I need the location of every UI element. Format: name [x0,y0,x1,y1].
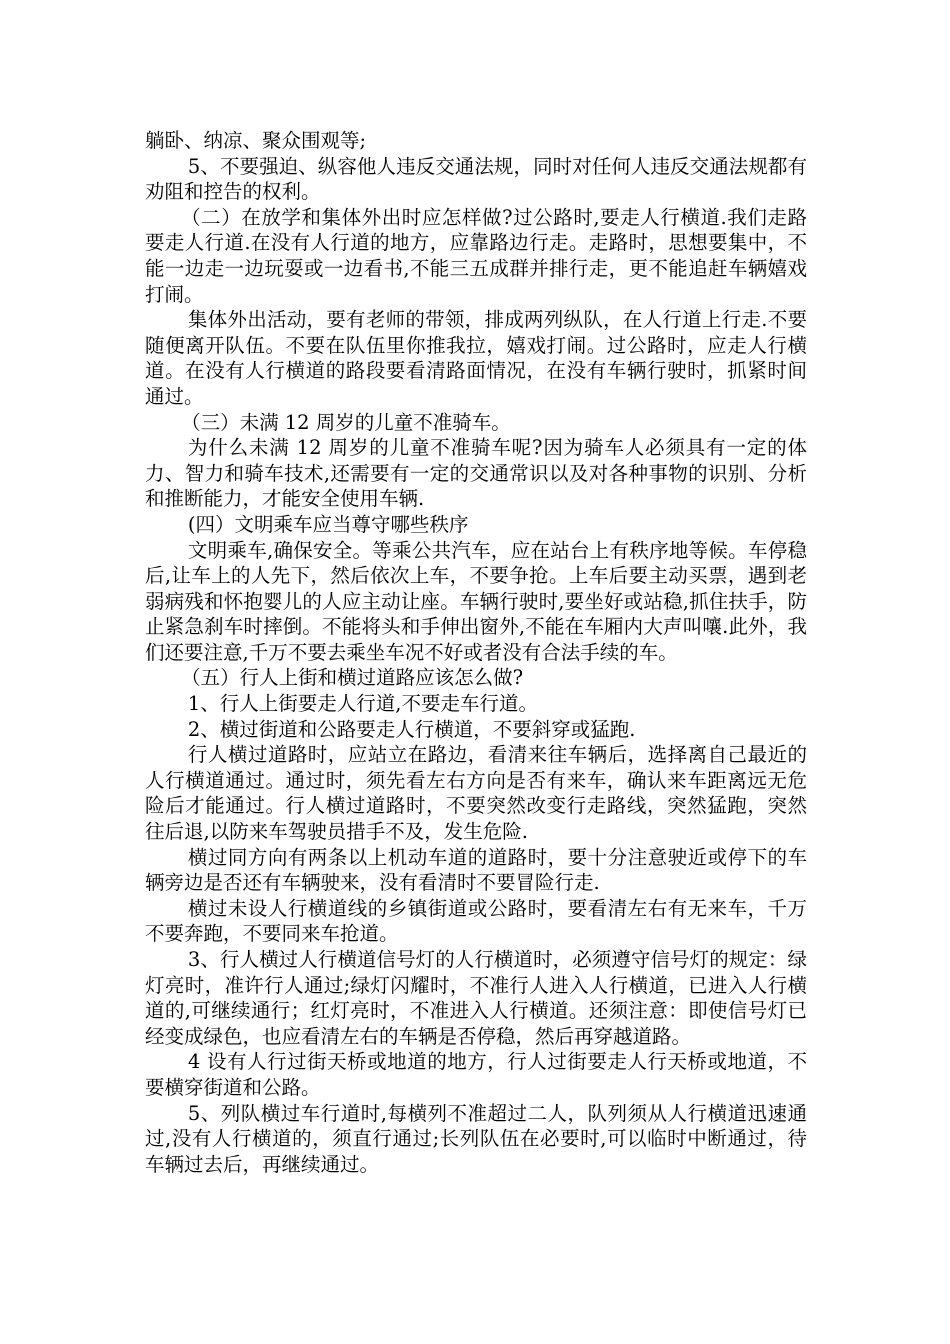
paragraph-pedestrian-rule-4: 4 设有人行过街天桥或地道的地方，行人过街要走人行天桥或地道，不要横穿街道和公路。 [145,1050,807,1099]
document-body [145,128,807,1177]
paragraph-pedestrian-rule-5: 5、列队横过车行道时,每横列不准超过二人，队列须从人行横道迅速通过,没有人行横道的，须直行通过;长列队伍在必要时,可以临时中断通过，待车辆过去后，再继续通过。 [145,1101,807,1176]
paragraph-no-crosswalk: 横过未设人行横道线的乡镇街道或公路时，要看清左右有无来车，千万不要奔跑，不要同来车抢道。 [145,896,807,946]
section-heading-3: （三）未满 12 周岁的儿童不准骑车。 [181,410,511,434]
paragraph-multi-lane: 横过同方向有两条以上机动车道的道路时，要十分注意驶近或停下的车辆旁边是否还有车辆驶来，没有看清时不要冒险行走. [145,845,807,895]
paragraph-no-cycling: 为什么未满 12 周岁的儿童不准骑车呢?因为骑车人必须具有一定的体力、智力和骑车技术,还需要有一定的交通常识以及对各种事物的识别、分析和推断能力，才能安全使用车辆. [145,436,807,511]
paragraph-section-2: （二）在放学和集体外出时应怎样做?过公路时,要走人行横道.我们走路要走人行道.在没有人行道的地方，应靠路边行走。走路时，思想要集中，不能一边走一边玩耍或一边看书,不能三五成群并排行走，更不能追赶车辆嬉戏打闹。 [145,205,807,306]
section-heading-5: （五）行人上街和横过道路应该怎么做? [181,666,524,690]
paragraph-pedestrian-rule-2: 2、横过街道和公路要走人行横道，不要斜穿或猛跑. [187,717,636,741]
paragraph-riding-bus: 文明乘车,确保安全。等乘公共汽车，应在站台上有秩序地等候。车停稳后,让车上的人先下，然后依次上车，不要争抢。上车后要主动买票，遇到老弱病残和怀抱婴儿的人应主动让座。车辆行驶时,要坐好或站稳,抓住扶手，防止紧急刹车时摔倒。不能将头和手伸出窗外,不能在车厢内大声叫嚷.此外，我们还要注意,千万不要去乘坐车况不好或者没有合法手续的车。 [145,538,807,664]
paragraph-group-outing: 集体外出活动，要有老师的带领，排成两列纵队，在人行道上行走.不要随便离开队伍。不要在队伍里你推我拉，嬉戏打闹。过公路时，应走人行横道。在没有人行横道的路段要看清路面情况，在没有车辆行驶时，抓紧时间通过。 [145,308,807,408]
paragraph-rule-5: 5、不要强迫、纵容他人违反交通法规，同时对任何人违反交通法规都有劝阻和控告的权利。 [145,154,807,204]
paragraph-continuation: 躺卧、纳凉、聚众围观等; [145,129,367,152]
section-heading-4: (四）文明乘车应当尊守哪些秩序 [187,512,469,536]
paragraph-pedestrian-rule-3: 3、行人横过人行横道信号灯的人行横道时，必须遵守信号灯的规定：绿灯亮时，准许行人通过;绿灯闪耀时，不准行人进入人行横道，已进入人行横道的,可继续通行；红灯亮时，不准进入人行横道。还须注意：即使信号灯已经变成绿色，也应看清左右的车辆是否停稳，然后再穿越道路。 [145,948,807,1048]
paragraph-pedestrian-rule-1: 1、行人上街要走人行道,不要走车行道。 [187,692,538,716]
paragraph-crossing-road: 行人横过道路时，应站立在路边，看清来往车辆后，选择离自己最近的人行横道通过。通过时，须先看左右方向是否有来车，确认来车距离远无危险后才能通过。行人横过道路时，不要突然改变行走路线，突然猛跑，突然往后退,以防来车驾驶员措手不及，发生危险. [145,743,807,844]
